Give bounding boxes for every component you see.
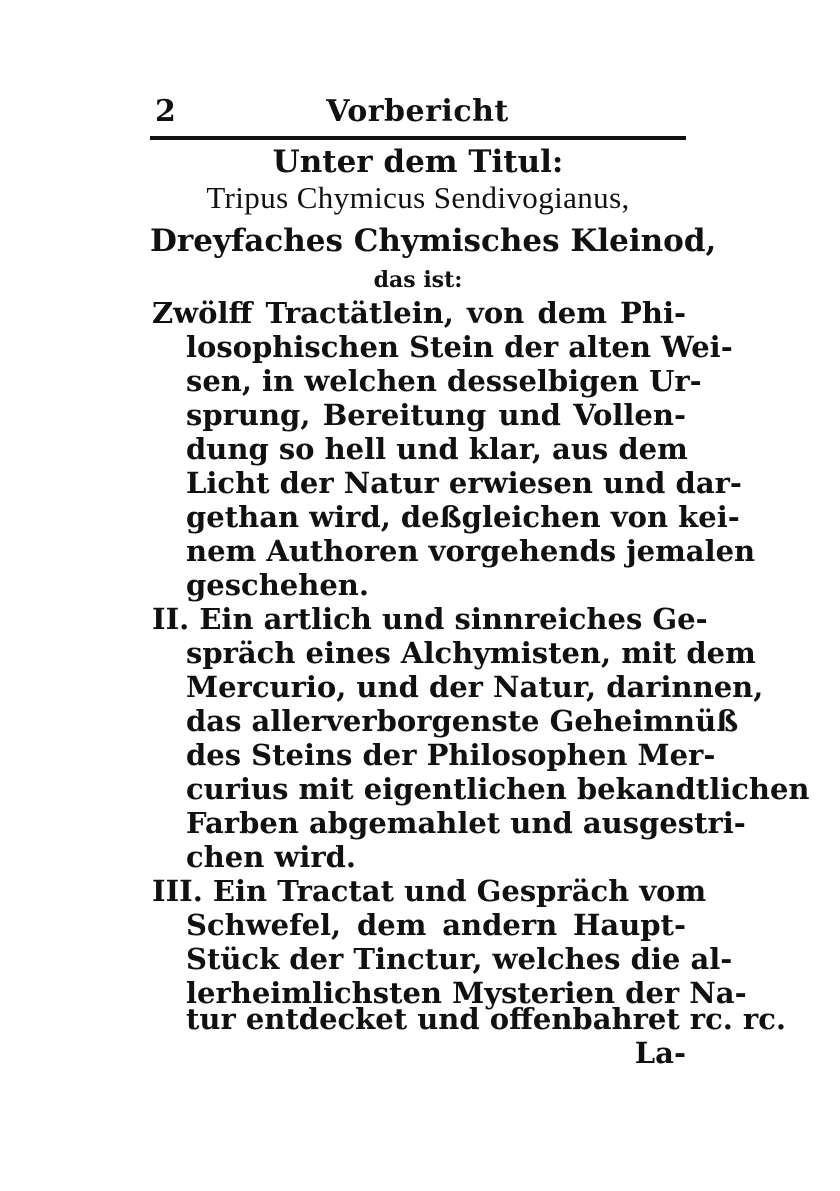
text-line: chen wird. [186,840,357,874]
text-line: nem Authoren vorgehends jemalen [186,534,756,568]
title-line-3: Dreyfaches Chymisches Kleinod, [150,223,717,259]
text-line: lerheimlichsten Mysterien der Na- [186,976,747,1010]
text-line: II. Ein artlich und sinnreiches Ge- [152,602,708,636]
text-line: das allerverborgenste Geheimnüß [186,704,739,738]
text-line: curius mit eigentlichen bekandtlichen [186,772,810,806]
page-number: 2 [155,94,176,129]
title-line-2: Tripus Chymicus Sendivogianus, [206,180,630,215]
title-line-1: Unter dem Titul: [272,144,564,180]
text-line: spräch eines Alchymisten, mit dem [186,636,756,670]
running-head: Vorbericht [326,94,509,129]
text-line: III. Ein Tractat und Gespräch vom [152,874,707,908]
text-line: sprung, Bereitung und Vollen- [186,398,686,432]
text-line: Licht der Natur erwiesen und dar- [186,466,742,500]
title-line-4: das ist: [373,267,463,293]
header-rule [150,136,686,140]
text-line: Schwefel, dem andern Haupt- [186,908,686,942]
text-line: des Steins der Philosophen Mer- [186,738,716,772]
text-line: dung so hell und klar, aus dem [186,432,688,466]
text-line: tur entdecket und offenbahret rc. rc. [186,1002,786,1036]
text-line: Farben abgemahlet und ausgestri- [186,806,746,840]
text-line: sen, in welchen desselbigen Ur- [186,364,702,398]
text-line: Mercurio, und der Natur, darinnen, [186,670,764,704]
text-line: gethan wird, deßgleichen von kei- [186,500,740,534]
text-line: geschehen. [186,568,369,602]
text-line: Stück der Tinctur, welches die al- [186,942,733,976]
text-line: losophischen Stein der alten Wei- [186,330,733,364]
text-line: Zwölff Tractätlein, von dem Phi- [152,296,686,330]
catchword: La- [634,1036,686,1070]
page-header [150,92,685,132]
